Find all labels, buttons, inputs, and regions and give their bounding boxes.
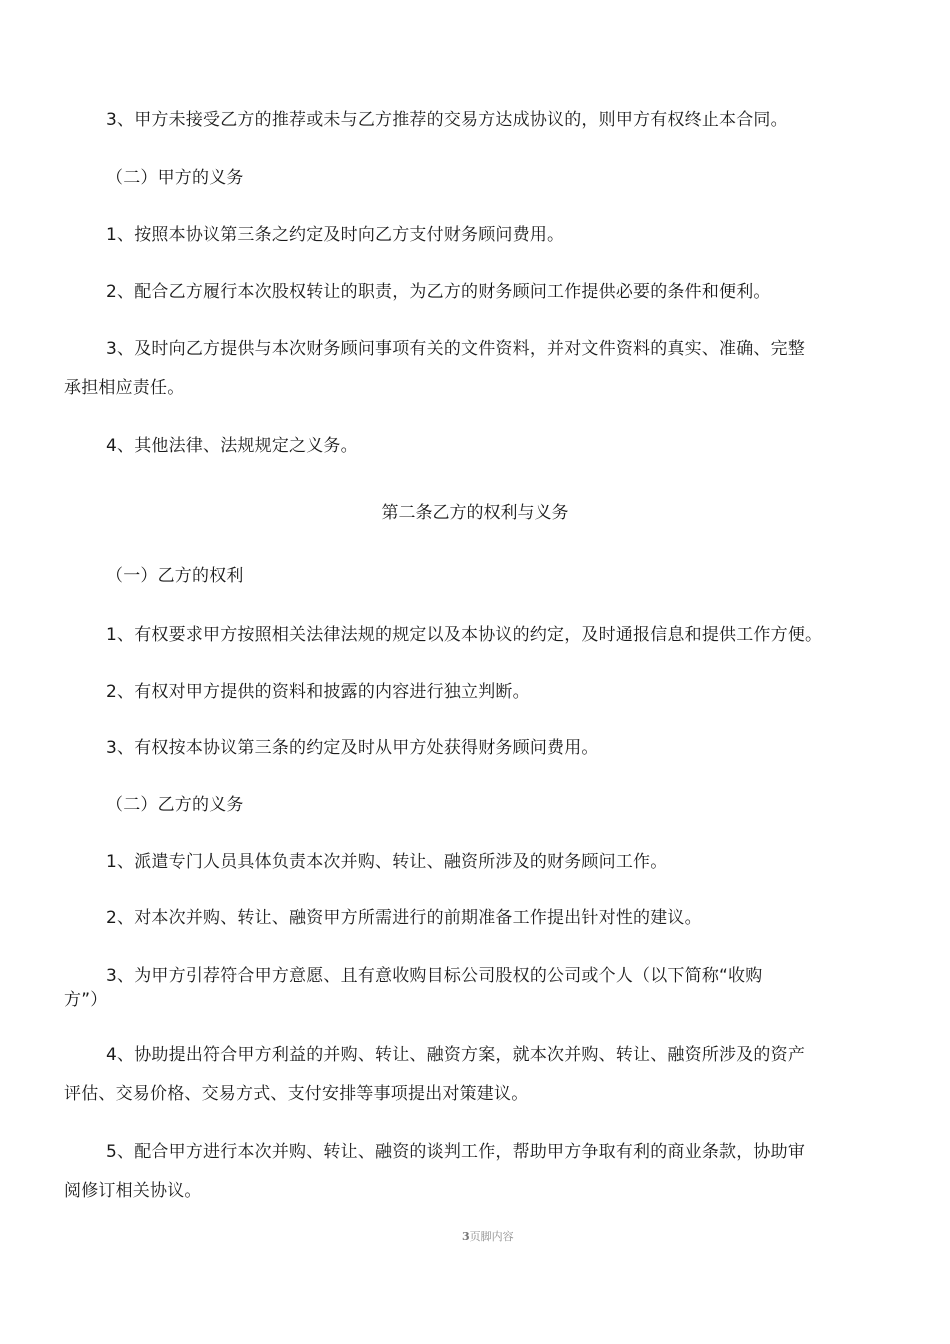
page-footer xyxy=(462,1228,522,1245)
paragraph-line: 2、对本次并购、转让、融资甲方所需进行的前期准备工作提出针对性的建议。 xyxy=(106,908,702,928)
paragraph-line: 3、为甲方引荐符合甲方意愿、且有意收购目标公司股权的公司或个人（以下简称“收购 xyxy=(106,966,763,986)
paragraph-line: 3、及时向乙方提供与本次财务顾问事项有关的文件资料，并对文件资料的真实、准确、完整 xyxy=(106,339,806,359)
paragraph-line: 阅修订相关协议。 xyxy=(64,1181,202,1201)
paragraph-line: 方”） xyxy=(64,990,108,1010)
paragraph-line: 承担相应责任。 xyxy=(64,378,185,398)
section-subheading: （一）乙方的权利 xyxy=(106,566,244,586)
section-subheading: （二）乙方的义务 xyxy=(106,795,244,815)
paragraph-line: 1、派遣专门人员具体负责本次并购、转让、融资所涉及的财务顾问工作。 xyxy=(106,852,668,872)
paragraph-line: 2、有权对甲方提供的资料和披露的内容进行独立判断。 xyxy=(106,682,530,702)
paragraph-line: 1、有权要求甲方按照相关法律法规的规定以及本协议的约定，及时通报信息和提供工作方便。 xyxy=(106,625,823,645)
paragraph-line: 1、按照本协议第三条之约定及时向乙方支付财务顾问费用。 xyxy=(106,225,565,245)
paragraph-line: 2、配合乙方履行本次股权转让的职责，为乙方的财务顾问工作提供必要的条件和便利。 xyxy=(106,282,771,302)
paragraph-line: 4、协助提出符合甲方利益的并购、转让、融资方案，就本次并购、转让、融资所涉及的资产 xyxy=(106,1045,806,1065)
article-heading: 第二条乙方的权利与义务 xyxy=(381,503,569,523)
paragraph-line: 3、甲方未接受乙方的推荐或未与乙方推荐的交易方达成协议的，则甲方有权终止本合同。 xyxy=(106,110,788,130)
paragraph-line: 评估、交易价格、交易方式、支付安排等事项提出对策建议。 xyxy=(64,1084,529,1104)
paragraph-line: 4、其他法律、法规规定之义务。 xyxy=(106,436,358,456)
page-number: 3 xyxy=(462,1230,470,1243)
paragraph-line: 3、有权按本协议第三条的约定及时从甲方处获得财务顾问费用。 xyxy=(106,738,599,758)
footer-text: 页脚内容 xyxy=(469,1230,514,1243)
section-subheading: （二）甲方的义务 xyxy=(106,168,244,188)
paragraph-line: 5、配合甲方进行本次并购、转让、融资的谈判工作，帮助甲方争取有利的商业条款，协助审 xyxy=(106,1142,806,1162)
